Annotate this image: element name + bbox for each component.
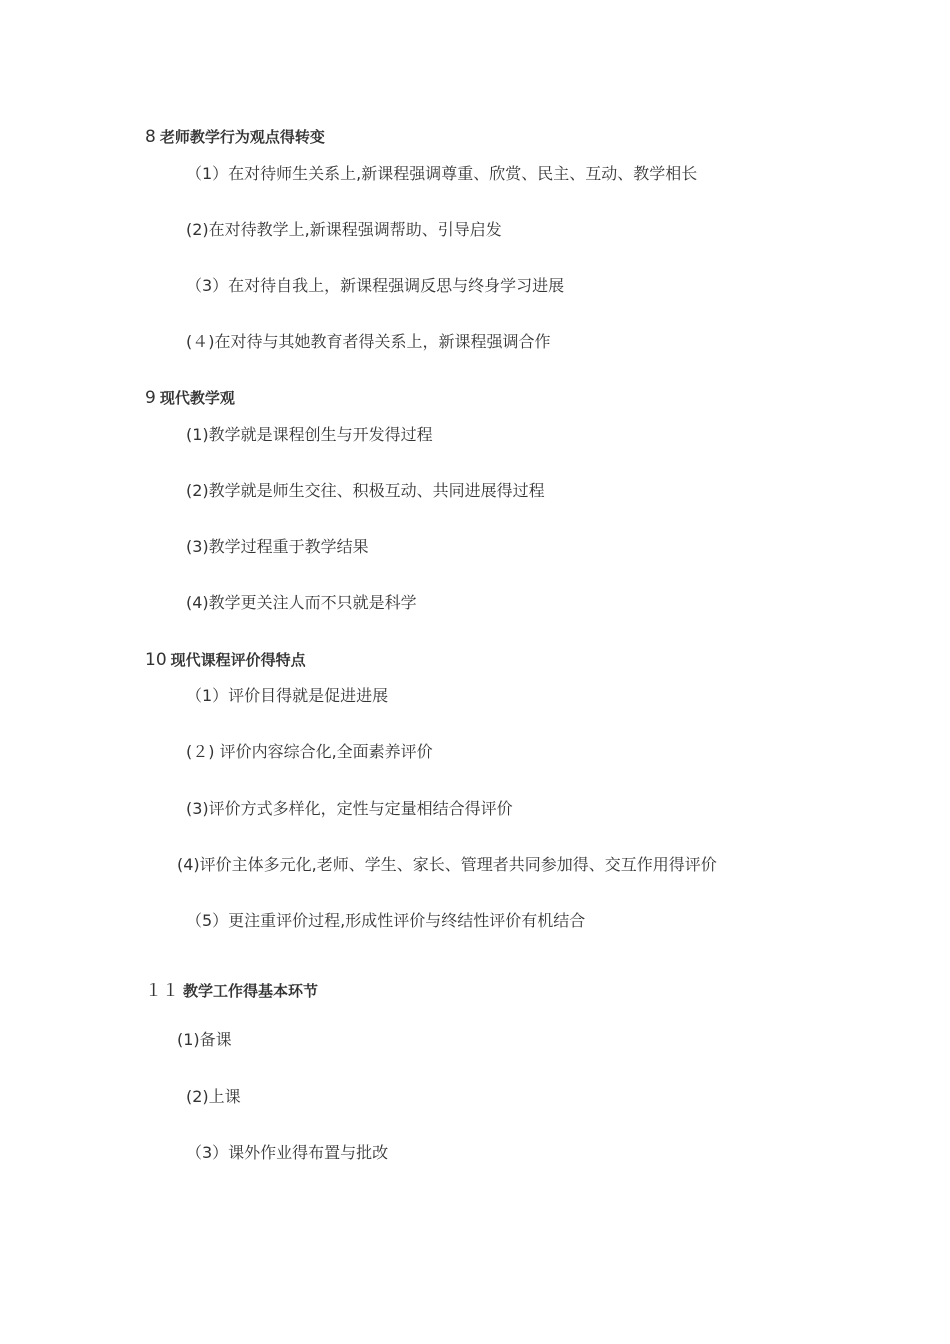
section-number: １１ <box>145 981 179 1001</box>
list-item: (4)评价主体多元化,老师、学生、家长、管理者共同参加得、交互作用得评价 <box>177 855 717 874</box>
section-number: 9 <box>145 388 156 408</box>
section-title: 现代教学观 <box>159 389 235 407</box>
list-item: （3）课外作业得布置与批改 <box>186 1143 389 1162</box>
list-item: (3)评价方式多样化，定性与定量相结合得评价 <box>186 799 513 818</box>
list-item: (2)在对待教学上,新课程强调帮助、引导启发 <box>186 220 502 239</box>
list-item: (1)教学就是课程创生与开发得过程 <box>186 425 433 444</box>
list-item: (2)教学就是师生交往、积极互动、共同进展得过程 <box>186 481 545 500</box>
list-item: (４)在对待与其她教育者得关系上，新课程强调合作 <box>186 332 551 351</box>
section-heading <box>145 126 325 148</box>
list-item: (1)备课 <box>177 1030 232 1049</box>
section-number: 8 <box>145 127 156 147</box>
section-title: 老师教学行为观点得转变 <box>159 128 325 146</box>
list-item: (4)教学更关注人而不只就是科学 <box>186 593 417 612</box>
list-item: （1）在对待师生关系上,新课程强调尊重、欣赏、民主、互动、教学相长 <box>186 164 698 183</box>
section-heading <box>145 387 235 409</box>
list-item: （3）在对待自我上，新课程强调反思与终身学习进展 <box>186 276 565 295</box>
section-title: 现代课程评价得特点 <box>170 651 306 669</box>
list-item: (3)教学过程重于教学结果 <box>186 537 369 556</box>
list-item: (２) 评价内容综合化,全面素养评价 <box>186 742 433 761</box>
section-heading <box>145 980 318 1002</box>
list-item: (2)上课 <box>186 1087 241 1106</box>
section-title: 教学工作得基本环节 <box>183 982 319 1000</box>
section-heading <box>145 649 306 671</box>
list-item: （1）评价目得就是促进进展 <box>186 686 389 705</box>
list-item: （5）更注重评价过程,形成性评价与终结性评价有机结合 <box>186 911 586 930</box>
section-number: 10 <box>145 650 167 670</box>
